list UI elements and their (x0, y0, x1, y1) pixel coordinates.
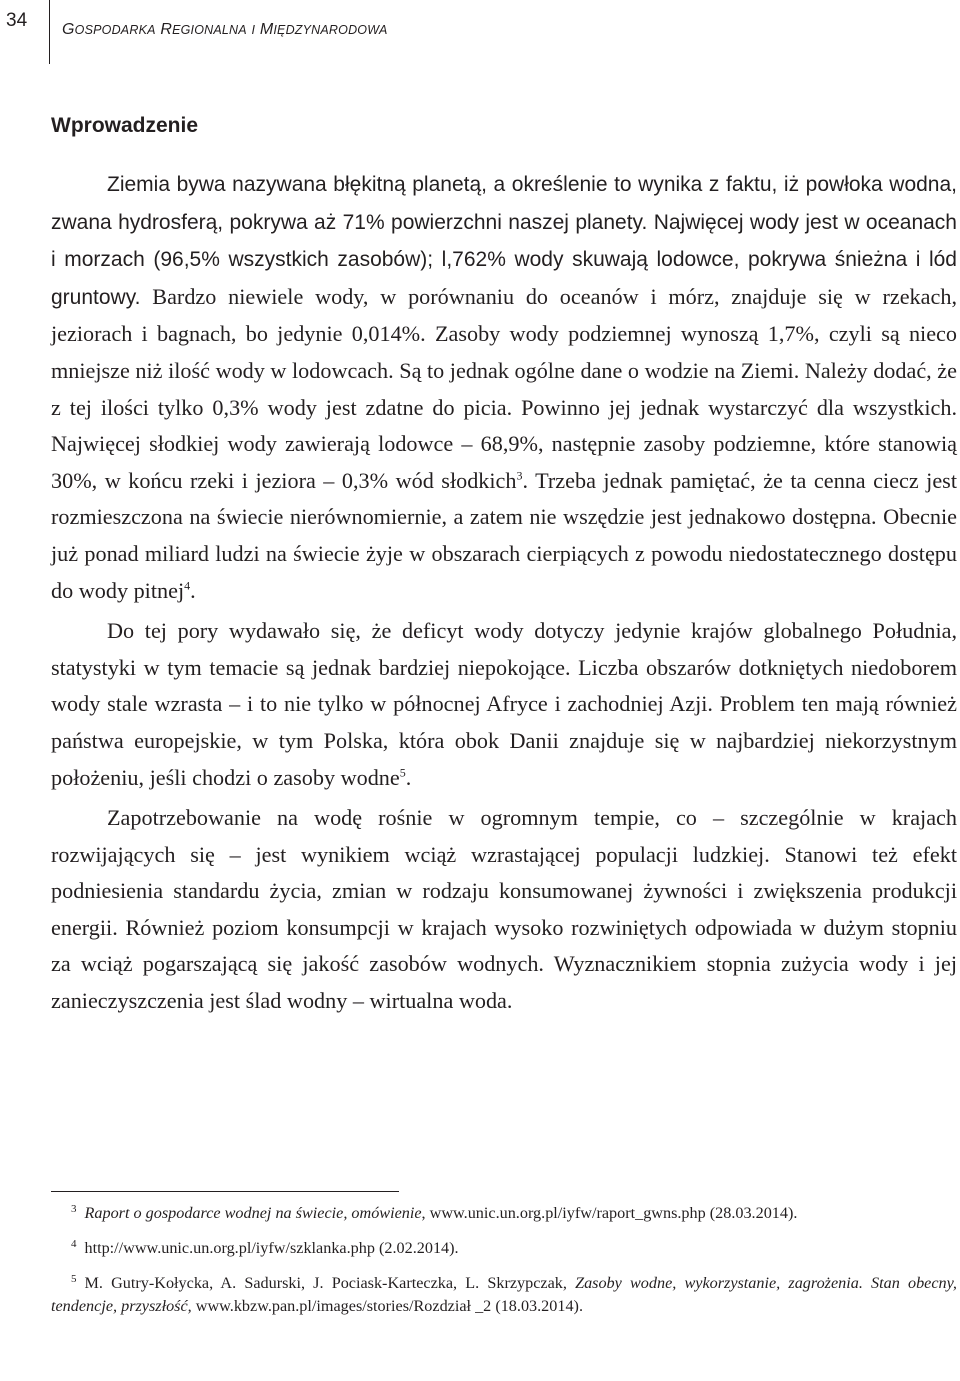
paragraph-1-part-b: Bardzo niewiele wody, w porównaniu do oceanów i mórz, znajduje się w rzekach, jeziorach i bagnach, bo jedynie 0,014%. Zasoby wody podziemnej wynoszą 1,7%, czyli są nieco mniejsze niż ilość wody w lodowcach. Są to jednak ogólne dane o wodzie na Ziemi. Należy dodać, że z tej ilości tylko 0,3% wody jest zdatne do picia. Powinno jej jednak wystarczyć dla wszystkich. Najwięcej słodkiej wody zawierają lodowce – 68,9%, następnie zasoby podziemne, które stanowią 30%, w końcu rzeki i jeziora – 0,3% wód słodkich (51, 283, 957, 493)
paragraph-2 (51, 613, 957, 796)
footnote-divider (51, 1191, 399, 1192)
footnote-4 (51, 1237, 957, 1260)
section-title: Wprowadzenie (51, 114, 199, 137)
header-divider (49, 0, 50, 64)
footnotes (51, 1202, 957, 1330)
footnote-title: Raport o gospodarce wodnej na świecie, omówienie (84, 1204, 422, 1222)
running-head (62, 21, 388, 39)
footnote-authors: M. Gutry-Kołycka, A. Sadurski, J. Pociask-Karteczka, L. Skrzypczak, (84, 1274, 576, 1292)
footnote-number: 5 (71, 1272, 77, 1285)
footnote-url[interactable]: http://www.unic.un.org.pl/iyfw/szklanka.php (2.02.2014). (84, 1239, 459, 1257)
paragraph-1-part-d: . (190, 577, 196, 603)
footnote-5 (51, 1272, 957, 1318)
footnote-ref-3[interactable]: 3 (516, 468, 523, 483)
footnote-ref-5[interactable]: 5 (399, 765, 406, 780)
footnote-number: 3 (71, 1202, 77, 1215)
paragraph-1 (51, 166, 957, 609)
page-number: 34 (6, 10, 28, 31)
footnote-source: , www.unic.un.org.pl/iyfw/raport_gwns.php (28.03.2014). (421, 1204, 798, 1222)
paragraph-2-part-b: . (405, 764, 412, 790)
paragraph-3-text: Zapotrzebowanie na wodę rośnie w ogromnym tempie, co – szczególnie w krajach rozwijających się – jest wynikiem wciąż wzrastającej populacji ludzkiej. Stanowi też efekt podniesienia standardu życia, zmian w rodzaju konsumowanej żywności i zwiększenia produkcji energii. Również poziom konsumpcji w krajach wysoko rozwiniętych odpowiada w dużym stopniu za wciąż pogarszającą się jakość zasobów wodnych. Wyznacznikiem stopnia zużycia wody i jej zanieczyszczenia jest ślad wodny – wirtualna woda. (51, 805, 957, 1014)
footnote-source: www.kbzw.pan.pl/images/stories/Rozdział _2 (18.03.2014). (191, 1297, 583, 1315)
footnote-ref-4[interactable]: 4 (184, 578, 191, 593)
footnote-3 (51, 1202, 957, 1225)
paragraph-2-part-a: Do tej pory wydawało się, że deficyt wody dotyczy jedynie krajów globalnego Południa, statystyki w tym temacie są jednak bardziej niepokojące. Liczba obszarów dotkniętych niedoborem wody stale wzrasta – i to nie tylko w północnej Afryce i zachodniej Azji. Problem ten mają również państwa europejskie, w tym Polska, która obok Danii znajduje się w najbardziej niekorzystnym położeniu, jeśli chodzi o zasoby wodne (51, 618, 957, 790)
paragraph-1-part-a: Ziemia bywa nazywana błękitną planetą, a określenie to wynika z faktu, iż powłoka wodna, zwana hydrosferą, pokrywa aż 71% powierzchni naszej planety. Najwięcej wody jest w oceanach i morzach (96,5% wszystkich zasobów); l,762% wody skuwają lodowce, pokrywa śnieżna i lód gruntowy. (51, 173, 957, 309)
paragraph-3 (51, 800, 957, 1020)
footnote-number: 4 (71, 1237, 77, 1250)
footnote-title: Zasoby wodne, wykorzystanie, zagrożenia. Stan obecny, tendencje, przyszłość, (51, 1274, 957, 1315)
running-head-text: GOSPODARKA REGIONALNA I MIĘDZYNARODOWA (62, 21, 388, 38)
body-text (51, 166, 957, 1020)
paragraph-1-part-c: . Trzeba jednak pamiętać, że ta cenna ciecz jest rozmieszczona na świecie nierównomiernie, a zatem nie wszędzie jest jednakowo dostępna. Obecnie już ponad miliard ludzi na świecie żyje w obszarach cierpiących z powodu niedostatecznego dostępu do wody pitnej (51, 467, 957, 603)
